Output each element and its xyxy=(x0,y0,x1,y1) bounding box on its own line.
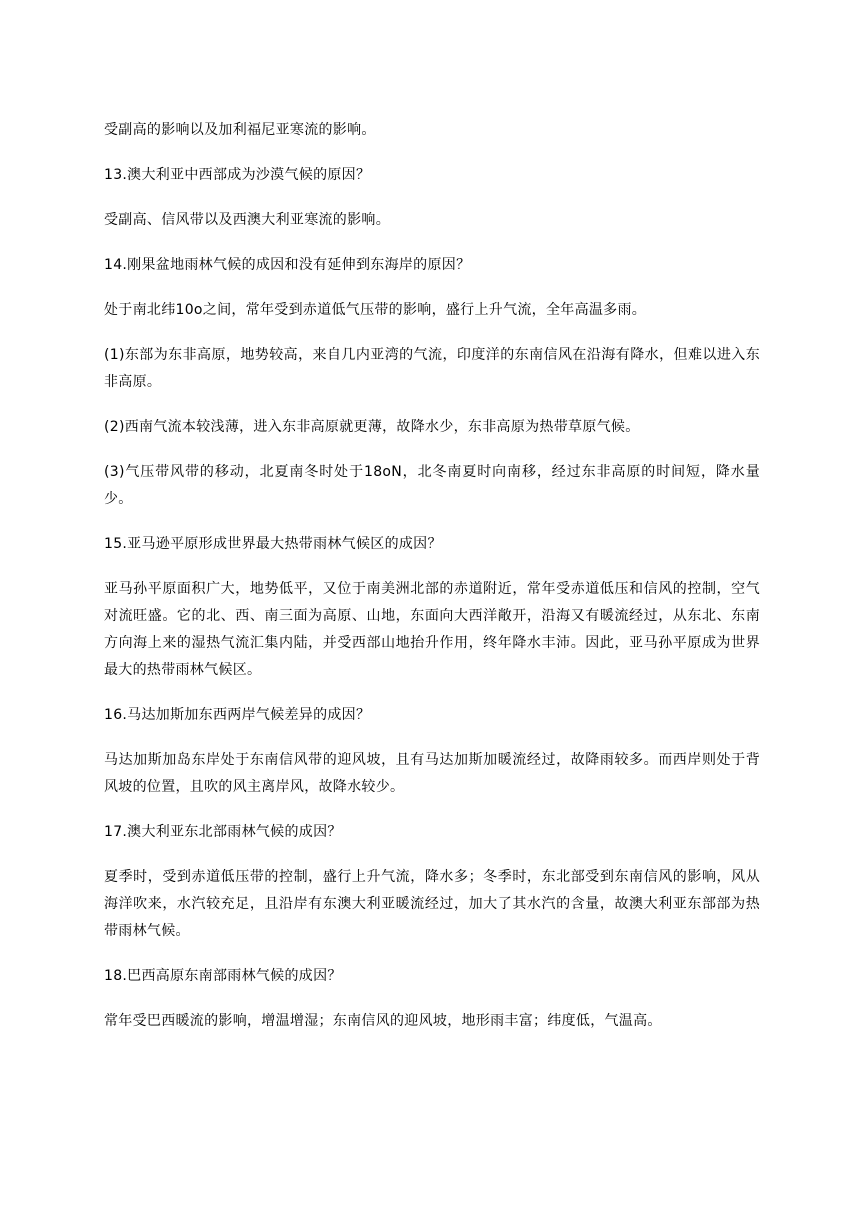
answer-14-point-1: (1)东部为东非高原，地势较高，来自几内亚湾的气流，印度洋的东南信风在沿海有降水，但难以进入东非高原。 xyxy=(104,347,760,390)
answer-15: 亚马孙平原面积广大，地势低平，又位于南美洲北部的赤道附近，常年受赤道低压和信风的控制，空气对流旺盛。它的北、西、南三面为高原、山地，东面向大西洋敞开，沿海又有暖流经过，从东北、东南方向海上来的湿热气流汇集内陆，并受西部山地抬升作用，终年降水丰沛。因此，亚马孙平原成为世界最大的热带雨林气候区。 xyxy=(104,581,760,678)
answer-12-tail: 受副高的影响以及加利福尼亚寒流的影响。 xyxy=(104,122,376,138)
document-body xyxy=(104,117,760,1035)
answer-16: 马达加斯加岛东岸处于东南信风带的迎风坡，且有马达加斯加暖流经过，故降雨较多。而西岸则处于背风坡的位置，且吹的风主离岸风，故降水较少。 xyxy=(104,752,760,795)
question-15: 15.亚马逊平原形成世界最大热带雨林气候区的成因？ xyxy=(104,536,442,552)
question-17: 17.澳大利亚东北部雨林气候的成因？ xyxy=(104,824,342,840)
question-13: 13.澳大利亚中西部成为沙漠气候的原因？ xyxy=(104,167,371,183)
answer-13: 受副高、信风带以及西澳大利亚寒流的影响。 xyxy=(104,212,390,228)
answer-14-point-3: (3)气压带风带的移动，北夏南冬时处于18oN，北冬南夏时向南移，经过东非高原的时间短，降水量少。 xyxy=(104,464,760,507)
answer-14-point-2: (2)西南气流本较浅薄，进入东非高原就更薄，故降水少，东非高原为热带草原气候。 xyxy=(104,419,640,435)
answer-18: 常年受巴西暖流的影响，增温增湿；东南信风的迎风坡，地形雨丰富；纬度低，气温高。 xyxy=(104,1013,662,1029)
answer-14: 处于南北纬10o之间，常年受到赤道低气压带的影响，盛行上升气流，全年高温多雨。 xyxy=(104,302,647,318)
question-14: 14.刚果盆地雨林气候的成因和没有延伸到东海岸的原因？ xyxy=(104,257,471,273)
question-16: 16.马达加斯加东西两岸气候差异的成因？ xyxy=(104,707,371,723)
question-18: 18.巴西高原东南部雨林气候的成因？ xyxy=(104,968,342,984)
answer-17: 夏季时，受到赤道低压带的控制，盛行上升气流，降水多；冬季时，东北部受到东南信风的影响，风从海洋吹来，水汽较充足，且沿岸有东澳大利亚暖流经过，加大了其水汽的含量，故澳大利亚东部部为热带雨林气候。 xyxy=(104,869,760,939)
